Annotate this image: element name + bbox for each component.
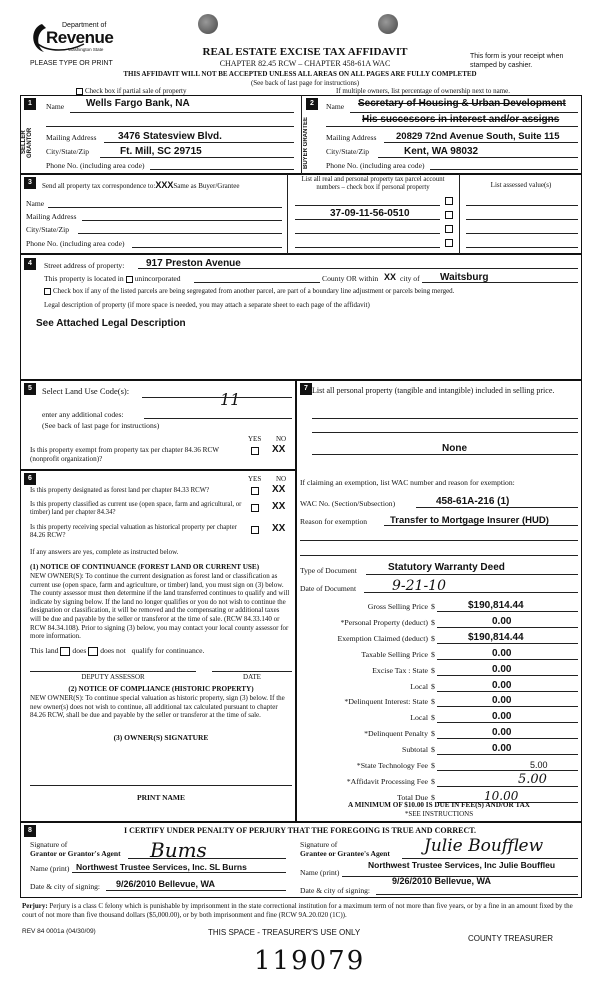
dollar-sign: $: [431, 649, 435, 659]
seller-name[interactable]: Wells Fargo Bank, NA: [86, 98, 190, 109]
please-type: PLEASE TYPE OR PRINT: [30, 60, 113, 67]
seller-mailing[interactable]: 3476 Statesview Blvd.: [118, 131, 222, 142]
section-4-box: [20, 254, 582, 380]
buyer-side-label: BUYER GRANTEE: [303, 116, 309, 169]
calc-value[interactable]: $190,814.44: [468, 600, 524, 611]
property-city[interactable]: Waitsburg: [440, 272, 489, 283]
grantor-sig-label-2: Grantor or Grantor's Agent: [30, 849, 121, 858]
see-instructions: *SEE INSTRUCTIONS: [404, 810, 474, 818]
calc-value[interactable]: 0.00: [492, 727, 512, 739]
calc-label: *Affidavit Processing Fee: [346, 776, 428, 786]
form-title: REAL ESTATE EXCISE TAX AFFIDAVIT: [202, 46, 408, 58]
parcel-checkbox-3[interactable]: [445, 225, 453, 233]
dept-line2: Revenue: [46, 28, 114, 47]
doc-type[interactable]: Statutory Warranty Deed: [388, 562, 505, 573]
calc-label: Excise Tax : State: [372, 665, 428, 675]
grantor-date[interactable]: 9/26/2010 Bellevue, WA: [116, 879, 216, 889]
seller-mailing-label: Mailing Address: [46, 133, 97, 142]
notice1-text: NEW OWNER(S): To continue the current designation as forest land or classification as current use (open space, farm and agriculture, or timber) land, you must sign on (3) below. The county assessor must then determine if the land transferred continues to qualify and will indicate by signing below. If the land no longer qualifies or you do not wish to continue the designation or classification, it will be removed and the compensating or additional taxes will be due and payable by the seller or transferor at the time of sale. (RCW 84.33.140 or RCW 84.34.108). Prior to signing (3) below, you may contact your local county assessor for more information.: [30, 572, 290, 641]
section-3-number: 3: [24, 177, 36, 189]
parcel-header: List all real and personal property tax parcel account numbers – check box if personal property: [301, 176, 445, 191]
exempt-yes-label: YES: [248, 435, 262, 443]
calc-value[interactable]: 0.00: [492, 679, 512, 691]
calc-label: Local: [410, 681, 428, 691]
calc-value[interactable]: 0.00: [492, 743, 512, 755]
parcel-checkbox-4[interactable]: [445, 239, 453, 247]
doc-type-label: Type of Document: [300, 566, 357, 575]
grantor-sig-label-1: Signature of: [30, 840, 68, 849]
segregated-label: Check box if any of the listed parcels are being segregated from another parcel, are part of a boundary line adjustment or parcels being merged.: [53, 287, 455, 295]
buyer-mailing[interactable]: 20829 72nd Avenue South, Suite 115: [396, 131, 560, 142]
corr-name-label: Name: [26, 199, 45, 208]
perjury-text: Perjury is a class C felony which is punishable by imprisonment in the state correctional institution for a maximum term of not more than five years, or by a fine in an amount fixed by the court of not more than five thousand dollars ($5,000.00), or by both imprisonment and fine (RCW 9A.20.020 (1C)).: [22, 902, 573, 919]
s6-yes-label: YES: [248, 475, 262, 483]
dollar-sign: $: [431, 776, 435, 786]
land-use-label: Select Land Use Code(s):: [42, 386, 130, 396]
section-5-number: 5: [24, 383, 36, 395]
historic-no-mark[interactable]: XX: [272, 523, 286, 534]
calc-label: Taxable Selling Price: [361, 649, 428, 659]
dollar-sign: $: [431, 745, 435, 755]
personal-property-label: List all personal property (tangible and intangible) included in selling price.: [312, 386, 555, 395]
dollar-sign: $: [431, 617, 435, 627]
grantor-date-label: Date & city of signing:: [30, 882, 101, 891]
grantor-signature[interactable]: Bums: [150, 838, 207, 862]
buyer-name-1[interactable]: Secretary of Housing & Urban Development: [358, 98, 566, 109]
calc-label: Exemption Claimed (deduct): [337, 633, 428, 643]
notice2-title: (2) NOTICE OF COMPLIANCE (HISTORIC PROPERTY): [68, 685, 254, 693]
section-8-number: 8: [24, 825, 36, 837]
dollar-sign: $: [431, 602, 435, 611]
wac-label: WAC No. (Section/Subsection): [300, 499, 396, 508]
exempt-no-mark[interactable]: XX: [272, 444, 286, 455]
seller-side-label: SELLER GRANTOR: [21, 127, 33, 158]
land-use-code[interactable]: 11: [220, 390, 241, 409]
s6-no-label: NO: [276, 475, 287, 483]
calc-label: *Delinquent Penalty: [364, 729, 428, 739]
unincorporated-checkbox[interactable]: [126, 276, 133, 283]
correspondence-label-pre: Send all property tax correspondence to:: [42, 182, 156, 190]
partial-sale: [76, 87, 186, 95]
punch-hole-right: [378, 14, 398, 34]
doc-date-label: Date of Document: [300, 584, 357, 593]
corr-city-label: City/State/Zip: [26, 225, 70, 234]
minimum-due: A MINIMUM OF $10.00 IS DUE IN FEE(S) AND/OR TAX: [348, 801, 530, 809]
doc-date[interactable]: 9-21-10: [392, 578, 446, 594]
assessed-header: List assessed value(s): [490, 181, 552, 189]
additional-codes-label: enter any additional codes:: [42, 410, 124, 419]
within-city-mark[interactable]: XX: [384, 272, 397, 282]
does-not-label: does not: [100, 646, 126, 655]
corr-mailing-label: Mailing Address: [26, 212, 77, 221]
grantee-date-label: Date & city of signing:: [300, 886, 371, 895]
calc-value[interactable]: 0.00: [492, 695, 512, 707]
calc-value[interactable]: 0.00: [492, 663, 512, 675]
personal-property-value[interactable]: None: [442, 443, 467, 454]
exemption-label: If claiming an exemption, list WAC number and reason for exemption:: [300, 478, 515, 487]
exempt-question: Is this property exempt from property tax per chapter 84.36 RCW (nonprofit organization)?: [30, 446, 219, 463]
buyer-name-2[interactable]: His successors in interest and/or assigns: [362, 114, 560, 125]
reason-value[interactable]: Transfer to Mortgage Insurer (HUD): [390, 515, 549, 526]
form-warning: THIS AFFIDAVIT WILL NOT BE ACCEPTED UNLESS ALL AREAS ON ALL PAGES ARE FULLY COMPLETED: [123, 70, 477, 78]
section-1-number: 1: [24, 98, 36, 110]
calc-value[interactable]: $190,814.44: [468, 631, 524, 643]
section-2-number: 2: [306, 98, 318, 110]
receipt-note: This form is your receipt when stamped by cashier.: [470, 53, 564, 69]
dollar-sign: $: [431, 792, 435, 802]
grantee-name-label: Name (print): [300, 868, 340, 877]
deputy-assessor-label: DEPUTY ASSESSOR: [81, 673, 145, 681]
calc-value[interactable]: 0.00: [492, 711, 512, 723]
grantee-name[interactable]: Northwest Trustee Services, Inc Julie Bouffleu: [368, 860, 556, 870]
correspondence-same-mark[interactable]: XXX: [155, 180, 174, 190]
see-back-instructions: (See back of last page for instructions): [250, 79, 360, 87]
notice2-text: NEW OWNER(S): To continue special valuation as historic property, sign (3) below. If the new owner(s) does not wish to continue, all additional tax calculated pursuant to chapter 84.26 RCW, shall be due and payable by the seller or transferor at the time of sale.: [30, 694, 285, 720]
segregated-checkbox[interactable]: [44, 288, 51, 295]
dept-line1: Department of: [62, 22, 107, 29]
street-address[interactable]: 917 Preston Avenue: [146, 258, 241, 269]
form-revision: REV 84 0001a (04/30/09): [22, 928, 96, 935]
this-land-line: [30, 646, 204, 656]
this-land-label: This land: [30, 646, 59, 655]
corr-phone-label: Phone No. (including area code): [26, 239, 125, 248]
forest-yes-checkbox[interactable]: [251, 487, 259, 495]
segregated-line: [44, 287, 454, 295]
calc-label: Gross Selling Price: [367, 602, 428, 611]
parcel-checkbox-2[interactable]: [445, 211, 453, 219]
buyer-mailing-label: Mailing Address: [326, 133, 377, 142]
calc-label: *Personal Property (deduct): [340, 617, 428, 627]
section-4-number: 4: [24, 258, 36, 270]
does-checkbox[interactable]: [60, 647, 70, 656]
street-label: Street address of property:: [44, 261, 125, 270]
grantee-date[interactable]: 9/26/2010 Bellevue, WA: [392, 876, 492, 886]
dollar-sign: $: [431, 697, 435, 707]
calc-value[interactable]: 5.00: [530, 760, 548, 770]
calc-label: *State Technology Fee: [356, 761, 428, 770]
calc-value[interactable]: 0.00: [492, 615, 512, 627]
partial-sale-checkbox[interactable]: [76, 88, 83, 95]
forest-question: Is this property designated as forest land per chapter 84.33 RCW?: [30, 487, 210, 494]
grantor-name-label: Name (print): [30, 864, 70, 873]
seller-phone-label: Phone No. (including area code): [46, 161, 145, 170]
legal-description[interactable]: See Attached Legal Description: [36, 318, 186, 329]
county-treasurer: COUNTY TREASURER: [468, 934, 554, 943]
perjury-statement: [22, 902, 580, 919]
does-not-checkbox[interactable]: [88, 647, 98, 656]
city-of-label: city of: [400, 274, 420, 283]
if-yes-note: If any answers are yes, complete as instructed below.: [30, 548, 179, 556]
dollar-sign: $: [431, 713, 435, 723]
deputy-date-label: DATE: [243, 673, 261, 681]
buyer-city[interactable]: Kent, WA 98032: [404, 146, 479, 157]
current-use-question: Is this property classified as current use (open space, farm and agricultural, or timber) land per chapter 84.34?: [30, 501, 242, 516]
buyer-phone-label: Phone No. (including area code): [326, 161, 425, 170]
does-label: does: [72, 646, 87, 655]
certify-statement: I CERTIFY UNDER PENALTY OF PERJURY THAT THE FOREGOING IS TRUE AND CORRECT.: [123, 826, 476, 835]
partial-sale-label: Check box if partial sale of property: [85, 87, 187, 95]
section-6-number: 6: [24, 473, 36, 485]
calc-value[interactable]: 5.00: [518, 771, 547, 787]
correspondence-label-post: Same as Buyer/Grantee: [173, 182, 240, 190]
parcel-number[interactable]: 37-09-11-56-0510: [330, 208, 410, 219]
historic-yes-checkbox[interactable]: [251, 526, 259, 534]
exempt-yes-checkbox[interactable]: [251, 447, 259, 455]
grantee-sig-label-1: Signature of: [300, 840, 338, 849]
correspondence-label: [42, 180, 239, 190]
seller-city[interactable]: Ft. Mill, SC 29715: [120, 146, 202, 157]
located-line: [44, 274, 181, 283]
dollar-sign: $: [431, 681, 435, 691]
parcel-checkbox-1[interactable]: [445, 197, 453, 205]
unincorporated-label: unincorporated: [134, 274, 181, 283]
reason-label: Reason for exemption: [300, 517, 368, 526]
dollar-sign: $: [431, 633, 435, 643]
buyer-name-label: Name: [326, 102, 345, 111]
forest-no-mark[interactable]: XX: [272, 484, 286, 495]
punch-hole-left: [198, 14, 218, 34]
revenue-logo: [28, 18, 128, 60]
qualify-label: qualify for continuance.: [131, 646, 205, 655]
grantor-name[interactable]: Northwest Trustee Services, Inc. SL Burns: [76, 862, 247, 872]
located-label: This property is located in: [44, 274, 124, 283]
current-use-yes-checkbox[interactable]: [251, 504, 259, 512]
section-7-number: 7: [300, 383, 312, 395]
buyer-city-label: City/State/Zip: [326, 147, 370, 156]
calc-label: *Delinquent Interest: State: [344, 697, 428, 707]
calc-value[interactable]: 0.00: [492, 647, 512, 659]
current-use-no-mark[interactable]: XX: [272, 501, 286, 512]
seller-name-label: Name: [46, 102, 65, 111]
print-name-label: PRINT NAME: [137, 793, 185, 802]
calc-label: Local: [410, 713, 428, 723]
dept-line3: Washington State: [68, 47, 104, 52]
dollar-sign: $: [431, 729, 435, 739]
multiple-owners-note: If multiple owners, list percentage of ownership next to name.: [336, 87, 510, 95]
wac-value[interactable]: 458-61A-216 (1): [436, 496, 510, 507]
owner-signature-label: (3) OWNER(S) SIGNATURE: [113, 733, 209, 742]
calc-value[interactable]: 10.00: [484, 788, 519, 803]
dollar-sign: $: [431, 665, 435, 675]
perjury-label: Perjury:: [22, 902, 48, 910]
see-back-land-use: (See back of last page for instructions): [42, 421, 160, 430]
historic-question: Is this property receiving special valuation as historical property per chapter 84.26 RCW?: [30, 524, 237, 539]
calc-label: Total Due: [397, 792, 428, 802]
grantee-signature[interactable]: Julie Boufflew: [424, 836, 544, 856]
exempt-no-label: NO: [276, 435, 287, 443]
county-label: County OR within: [322, 274, 379, 283]
legal-label: Legal description of property (if more space is needed, you may attach a separate sheet to each page of the affidavit): [44, 301, 370, 309]
treasurer-space: THIS SPACE - TREASURER'S USE ONLY: [208, 928, 361, 937]
seller-city-label: City/State/Zip: [46, 147, 90, 156]
notice1-title: (1) NOTICE OF CONTINUANCE (FOREST LAND OR CURRENT USE): [30, 563, 260, 571]
calc-label: Subtotal: [402, 745, 428, 755]
stamp-number: 119079: [254, 946, 366, 976]
grantee-sig-label-2: Grantee or Grantee's Agent: [300, 849, 390, 858]
section-7-box: [296, 380, 582, 822]
form-subtitle: CHAPTER 82.45 RCW – CHAPTER 458-61A WAC: [219, 59, 391, 68]
dollar-sign: $: [431, 761, 435, 770]
